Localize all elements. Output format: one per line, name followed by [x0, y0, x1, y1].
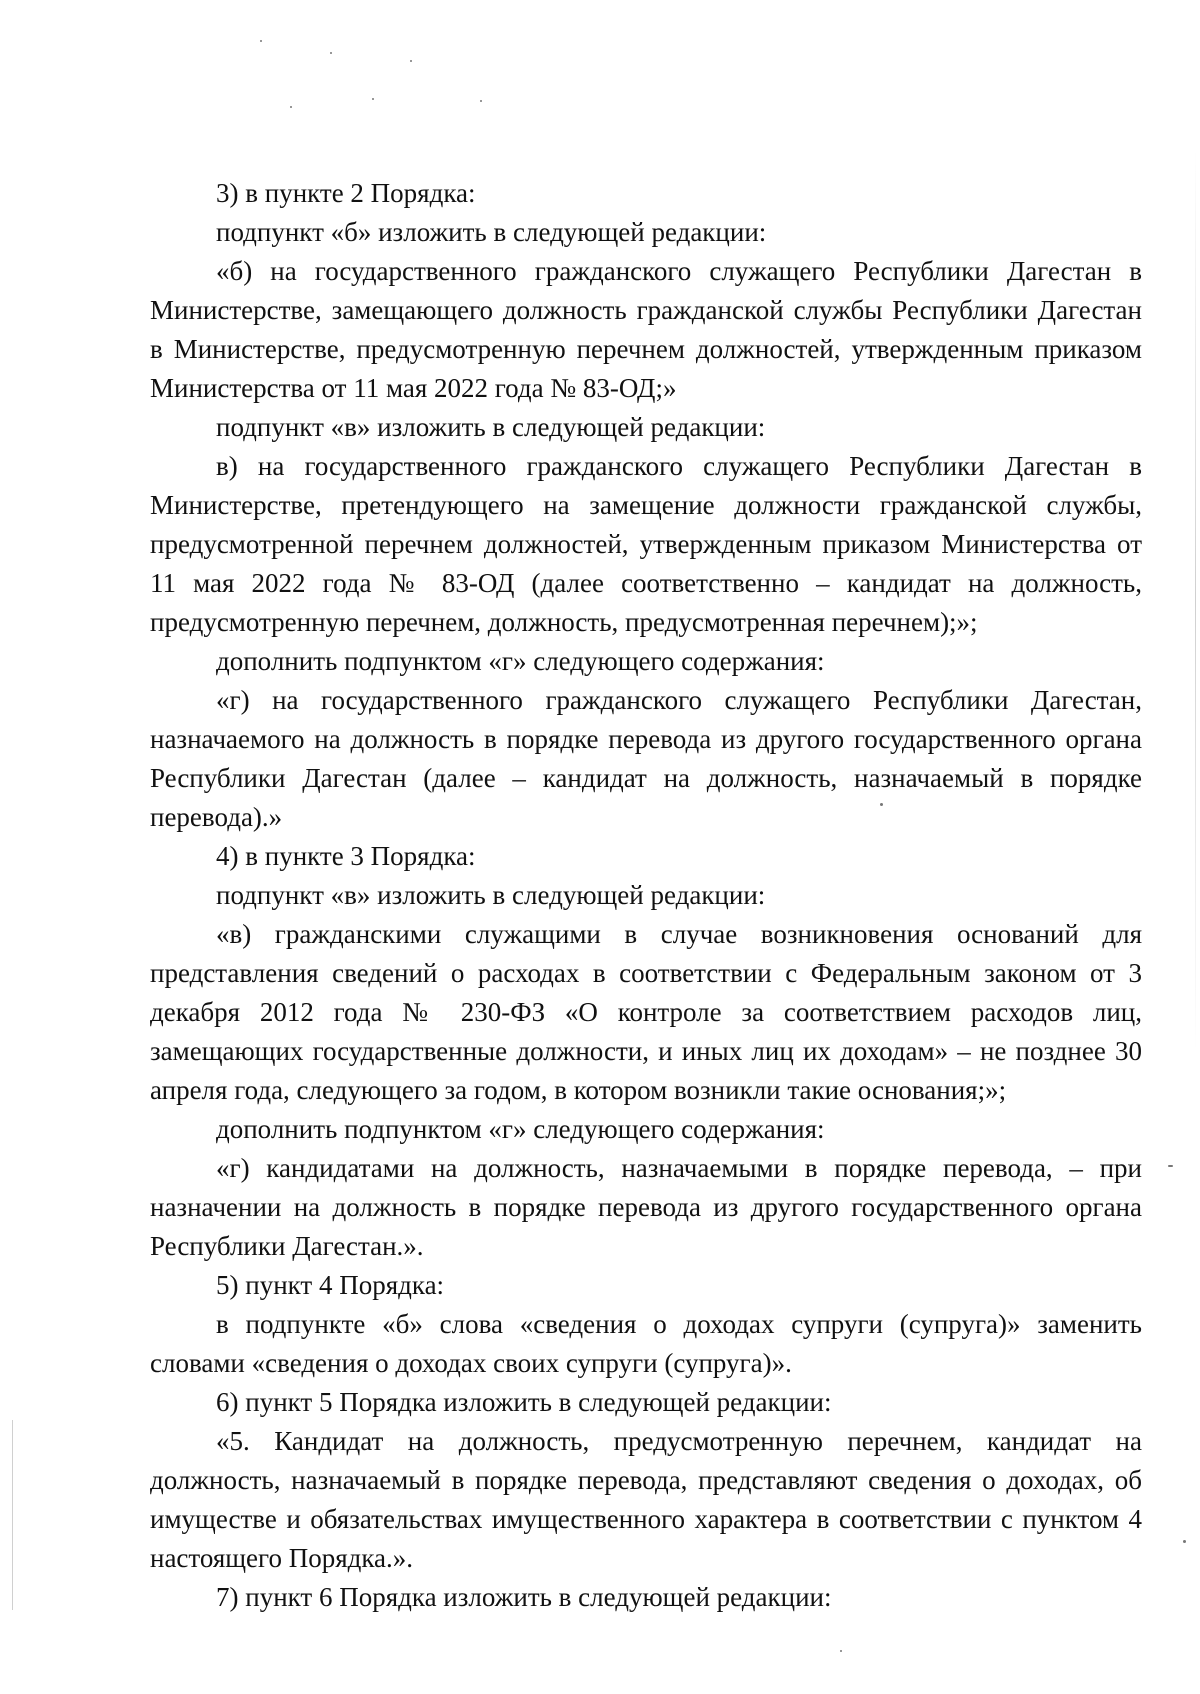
scan-speck: [290, 106, 292, 108]
paragraph: в) на государственного гражданского служащего Республики Дагестан в Министерстве, претендующего на замещение должности гражданской службы, предусмотренной перечнем должностей, утвержденным приказом Министерства от 11 мая 2022 года № 83-ОД (далее соответственно – кандидат на должность, предусмотренную перечнем, должность, предусмотренная перечнем);»;: [150, 451, 1142, 637]
scan-speck: [1183, 1540, 1186, 1543]
paragraph: 4) в пункте 3 Порядка:: [216, 841, 476, 871]
paragraph: в подпункте «б» слова «сведения о доходах супруги (супруга)» заменить словами «сведения о доходах своих супруги (супруга)».: [150, 1309, 1142, 1378]
scan-speck: [1168, 1165, 1173, 1167]
paragraph: «в) гражданскими служащими в случае возникновения оснований для представления сведений о расходах в соответствии с Федеральным законом от 3 декабря 2012 года № 230-ФЗ «О контроле за соответствием расходов лиц, замещающих государственные должности, и иных лиц их доходам» – не позднее 30 апреля года, следующего за годом, в котором возникли такие основания;»;: [150, 919, 1142, 1105]
paragraph: «г) на государственного гражданского служащего Республики Дагестан, назначаемого на должность в порядке перевода из другого государственного органа Республики Дагестан (далее – кандидат на должность, назначаемый в порядке перевода).»: [150, 685, 1142, 832]
paragraph: 7) пункт 6 Порядка изложить в следующей редакции:: [216, 1582, 832, 1612]
document-page: [150, 174, 1142, 1617]
paragraph: «5. Кандидат на должность, предусмотренную перечнем, кандидат на должность, назначаемый в порядке перевода, представляют сведения о доходах, об имуществе и обязательствах имущественного характера в соответствии с пунктом 4 настоящего Порядка.».: [150, 1426, 1142, 1573]
paragraph: дополнить подпунктом «г» следующего содержания:: [216, 646, 825, 676]
paragraph: подпункт «в» изложить в следующей редакции:: [216, 412, 766, 442]
paragraph: дополнить подпунктом «г» следующего содержания:: [216, 1114, 825, 1144]
scan-speck: [372, 98, 374, 100]
scan-speck: [260, 40, 262, 42]
scan-speck: [840, 1650, 842, 1652]
scan-speck: [410, 60, 412, 62]
paragraph: «г) кандидатами на должность, назначаемыми в порядке перевода, – при назначении на должность в порядке перевода из другого государственного органа Республики Дагестан.».: [150, 1153, 1142, 1261]
paragraph: 5) пункт 4 Порядка:: [216, 1270, 445, 1300]
paragraph: 6) пункт 5 Порядка изложить в следующей редакции:: [216, 1387, 832, 1417]
paragraph: подпункт «б» изложить в следующей редакции:: [216, 217, 767, 247]
paragraph: подпункт «в» изложить в следующей редакции:: [216, 880, 766, 910]
scan-speck: [480, 100, 482, 102]
scan-edge-artifact: [1195, 150, 1196, 1050]
paragraph: «б) на государственного гражданского служащего Республики Дагестан в Министерстве, замещающего должность гражданской службы Республики Дагестан в Министерстве, предусмотренную перечнем должностей, утвержденным приказом Министерства от 11 мая 2022 года № 83-ОД;»: [150, 256, 1142, 403]
scan-edge-artifact-left: [12, 1420, 13, 1610]
paragraph: 3) в пункте 2 Порядка:: [216, 178, 476, 208]
scan-speck: [330, 52, 332, 54]
